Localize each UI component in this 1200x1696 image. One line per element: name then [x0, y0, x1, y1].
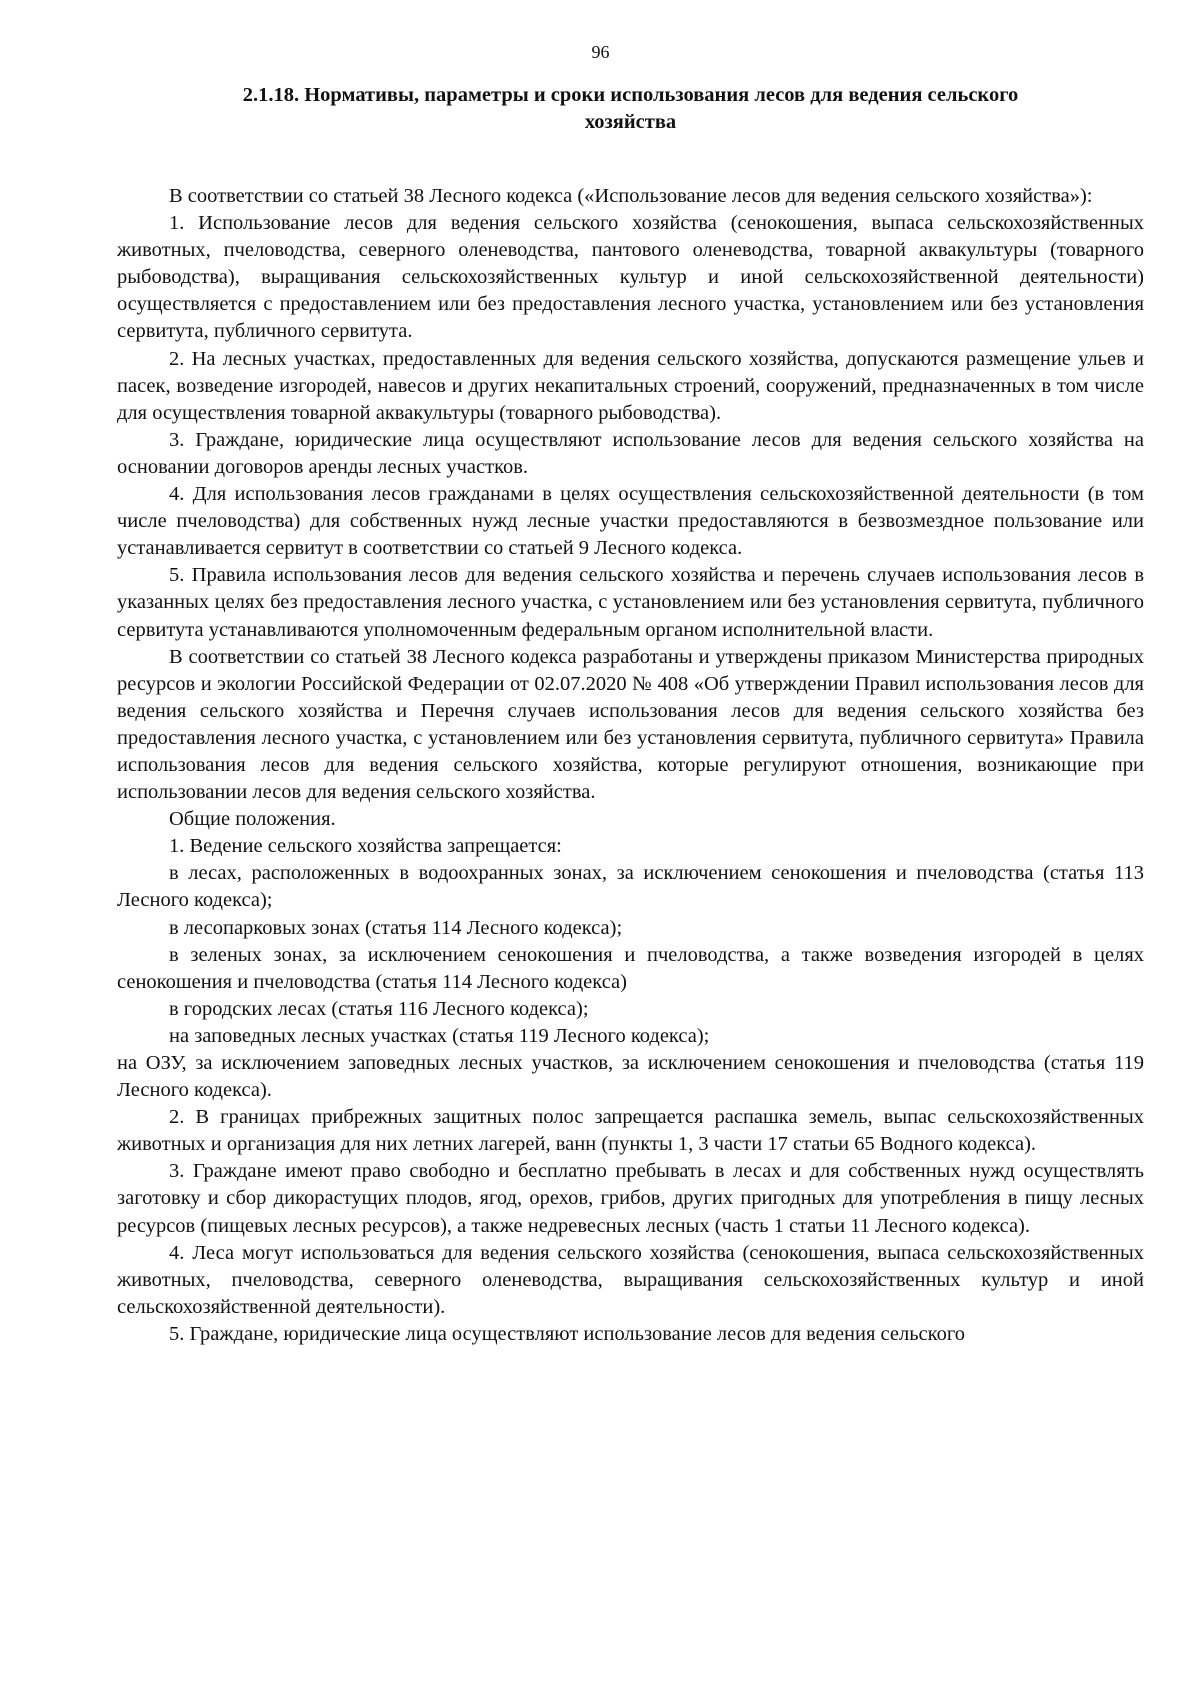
paragraph-item-3: 3. Граждане, юридические лица осуществляют использование лесов для ведения сельского хозяйства на основании договоров аренды лесных участков.	[117, 428, 1144, 478]
section-heading-line-2: хозяйства	[584, 111, 677, 133]
paragraph-item-1: 1. Использование лесов для ведения сельского хозяйства (сенокошения, выпаса сельскохозяйственных животных, пчеловодства, северного оленеводства, пантового оленеводства, товарной аквакультуры (товарного рыбоводства), выращивания сельскохозяйственных культур и иной сельскохозяйственной деятельности) осуществляется с предоставлением или без предоставления лесного участка, установлением или без установления сервитута, публичного сервитута.	[117, 212, 1144, 343]
paragraph-prohibition-4: 4. Леса могут использоваться для ведения сельского хозяйства (сенокошения, выпаса сельскохозяйственных животных, пчеловодства, северного оленеводства, выращивания сельскохозяйственных культур и иной сельскохозяйственной деятельности).	[117, 1241, 1144, 1318]
paragraph-item-2: 2. На лесных участках, предоставленных для ведения сельского хозяйства, допускаются размещение ульев и пасек, возведение изгородей, навесов и других некапитальных строений, сооружений, предназначенных в том числе для осуществления товарной аквакультуры (товарного рыбоводства).	[117, 347, 1144, 424]
paragraph-prohibition-3: 3. Граждане имеют право свободно и бесплатно пребывать в лесах и для собственных нужд осуществлять заготовку и сбор дикорастущих плодов, ягод, орехов, грибов, других пригодных для употребления в пищу лесных ресурсов (пищевых лесных ресурсов), а также недревесных лесных (часть 1 статьи 11 Лесного кодекса).	[117, 1160, 1144, 1237]
paragraph-water-protection-zones: в лесах, расположенных в водоохранных зонах, за исключением сенокошения и пчеловодства (статья 113 Лесного кодекса);	[117, 862, 1144, 912]
page-number: 96	[591, 42, 610, 62]
section-heading	[117, 82, 1144, 136]
paragraph-urban-forests: в городских лесах (статья 116 Лесного кодекса);	[169, 997, 589, 1020]
paragraph-prohibition-2: 2. В границах прибрежных защитных полос запрещается распашка земель, выпас сельскохозяйственных животных и организация для них летних лагерей, ванн (пункты 1, 3 части 17 статьи 65 Водного кодекса).	[117, 1106, 1144, 1156]
paragraph-prohibition-5: 5. Граждане, юридические лица осуществляют использование лесов для ведения сельского	[169, 1322, 965, 1345]
paragraph-intro: В соответствии со статьей 38 Лесного кодекса («Использование лесов для ведения сельского хозяйства»):	[169, 185, 1093, 207]
paragraph-reserved-plots: на заповедных лесных участках (статья 119 Лесного кодекса);	[169, 1024, 710, 1047]
paragraph-prohibition-1: 1. Ведение сельского хозяйства запрещается:	[169, 835, 562, 858]
paragraph-ozu: на ОЗУ, за исключением заповедных лесных участков, за исключением сенокошения и пчеловодства (статья 119 Лесного кодекса).	[117, 1052, 1144, 1102]
paragraph-green-zones: в зеленых зонах, за исключением сенокошения и пчеловодства, а также возведения изгородей в целях сенокошения и пчеловодства (статья 114 Лесного кодекса)	[117, 943, 1144, 993]
document-body	[117, 183, 1144, 1348]
paragraph-item-4: 4. Для использования лесов гражданами в целях осуществления сельскохозяйственной деятельности (в том числе пчеловодства) для собственных нужд лесные участки предоставляются в безвозмездное пользование или устанавливается сервитут в соответствии со статьей 9 Лесного кодекса.	[117, 483, 1144, 560]
paragraph-order-408: В соответствии со статьей 38 Лесного кодекса разработаны и утверждены приказом Министерства природных ресурсов и экологии Российской Федерации от 02.07.2020 № 408 «Об утверждении Правил использования лесов для ведения сельского хозяйства и Перечня случаев использования лесов для ведения сельского хозяйства без предоставления лесного участка, с установлением или без установления сервитута, публичного сервитута» Правила использования лесов для ведения сельского хозяйства, которые регулируют отношения, возникающие при использовании лесов для ведения сельского хозяйства.	[117, 645, 1144, 804]
paragraph-item-5: 5. Правила использования лесов для ведения сельского хозяйства и перечень случаев использования лесов в указанных целях без предоставления лесного участка, с установлением или без установления сервитута, публичного сервитута устанавливаются уполномоченным федеральным органом исполнительной власти.	[117, 564, 1144, 641]
section-heading-line-1: 2.1.18. Нормативы, параметры и сроки использования лесов для ведения сельского	[242, 84, 1019, 106]
paragraph-forest-park-zones: в лесопарковых зонах (статья 114 Лесного кодекса);	[169, 916, 623, 939]
paragraph-general-provisions: Общие положения.	[169, 808, 336, 831]
